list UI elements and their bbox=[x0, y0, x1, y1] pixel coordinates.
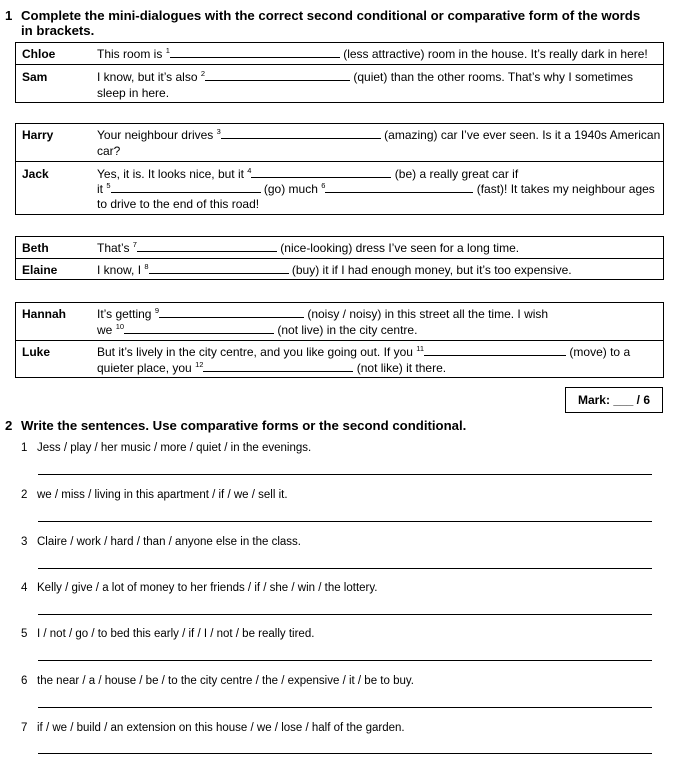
exercise-1-instruction-line-1: Complete the mini-dialogues with the correct second conditional or comparative form of the words bbox=[21, 8, 641, 23]
speaker-name: Luke bbox=[22, 345, 51, 359]
speaker-name: Elaine bbox=[22, 263, 58, 277]
row-divider bbox=[16, 161, 663, 162]
speaker-name: Chloe bbox=[22, 47, 56, 61]
row-divider bbox=[16, 340, 663, 341]
answer-blank-11[interactable] bbox=[424, 345, 566, 356]
dialogue-line: I know, but it’s also $^2$ (quiet) than the other rooms. That’s why I sometimes bbox=[97, 69, 634, 84]
answer-blank-1[interactable] bbox=[170, 47, 340, 58]
dialogue-line: It’s getting $^9$ (noisy / noisy) in this street all the time. I wish bbox=[97, 306, 549, 321]
exercise-1-instruction-line-2: in brackets. bbox=[21, 23, 95, 38]
answer-line[interactable] bbox=[38, 474, 652, 475]
answer-blank-5[interactable] bbox=[111, 182, 261, 193]
dialogue-line: Yes, it is. It looks nice, but it $^4$ (be) a really great car if bbox=[97, 166, 519, 181]
row-divider bbox=[16, 64, 663, 65]
dialogue-line: Your neighbour drives $^3$ (amazing) car I’ve ever seen. Is it a 1940s American bbox=[97, 127, 661, 142]
dialogue-line: it $^5$ (go) much $^6$ (fast)! It takes my neighbour ages bbox=[97, 181, 655, 196]
answer-line[interactable] bbox=[38, 707, 652, 708]
mark-box: Mark: ___ / 6 bbox=[565, 387, 663, 413]
answer-line[interactable] bbox=[38, 614, 652, 615]
exercise-2-number: 2 bbox=[5, 418, 13, 433]
answer-blank-12[interactable] bbox=[203, 361, 353, 372]
answer-line[interactable] bbox=[38, 568, 652, 569]
exercise-2-instruction: Write the sentences. Use comparative forms or the second conditional. bbox=[21, 418, 467, 433]
dialogue-line: quieter place, you $^{12}$ (not like) it there. bbox=[97, 360, 447, 375]
dialogue-line: sleep in here. bbox=[97, 86, 170, 100]
list-item: 5 I / not / go / to bed this early / if / I / not / be really tired. bbox=[21, 628, 315, 640]
dialogue-box-2 bbox=[15, 123, 664, 215]
list-item: 3 Claire / work / hard / than / anyone else in the class. bbox=[21, 536, 301, 548]
dialogue-box-1 bbox=[15, 42, 664, 103]
dialogue-line: I know, I $^8$ (buy) it if I had enough money, but it’s too expensive. bbox=[97, 262, 572, 277]
answer-blank-10[interactable] bbox=[124, 323, 274, 334]
row-divider bbox=[16, 258, 663, 259]
dialogue-box-4 bbox=[15, 302, 664, 378]
list-item: 2 we / miss / living in this apartment / if / we / sell it. bbox=[21, 489, 288, 501]
exercise-1-number: 1 bbox=[5, 8, 13, 23]
speaker-name: Jack bbox=[22, 167, 49, 181]
list-item: 1 Jess / play / her music / more / quiet / in the evenings. bbox=[21, 442, 312, 454]
speaker-name: Beth bbox=[22, 241, 49, 255]
dialogue-line: This room is $^1$ (less attractive) room in the house. It’s really dark in here! bbox=[97, 46, 648, 61]
dialogue-line: That’s $^7$ (nice-looking) dress I’ve seen for a long time. bbox=[97, 240, 520, 255]
speaker-name: Harry bbox=[22, 128, 54, 142]
answer-blank-2[interactable] bbox=[205, 70, 350, 81]
answer-line[interactable] bbox=[38, 753, 652, 754]
dialogue-line: But it’s lively in the city centre, and you like going out. If you $^{11}$ (move) to a bbox=[97, 344, 631, 359]
dialogue-line: to drive to the end of this road! bbox=[97, 197, 260, 211]
answer-blank-4[interactable] bbox=[251, 167, 391, 178]
dialogue-box-3 bbox=[15, 236, 664, 280]
answer-blank-3[interactable] bbox=[221, 128, 381, 139]
list-item: 7 if / we / build / an extension on this house / we / lose / half of the garden. bbox=[21, 722, 405, 734]
answer-blank-9[interactable] bbox=[159, 307, 304, 318]
dialogue-line: car? bbox=[97, 144, 121, 158]
list-item: 6 the near / a / house / be / to the city centre / the / expensive / it / be to buy. bbox=[21, 675, 414, 687]
speaker-name: Sam bbox=[22, 70, 48, 84]
answer-blank-8[interactable] bbox=[149, 263, 289, 274]
dialogue-line: we $^{10}$ (not live) in the city centre. bbox=[97, 322, 418, 337]
list-item: 4 Kelly / give / a lot of money to her friends / if / she / win / the lottery. bbox=[21, 582, 378, 594]
answer-line[interactable] bbox=[38, 521, 652, 522]
answer-blank-7[interactable] bbox=[137, 241, 277, 252]
answer-blank-6[interactable] bbox=[325, 182, 473, 193]
speaker-name: Hannah bbox=[22, 307, 67, 321]
answer-line[interactable] bbox=[38, 660, 652, 661]
